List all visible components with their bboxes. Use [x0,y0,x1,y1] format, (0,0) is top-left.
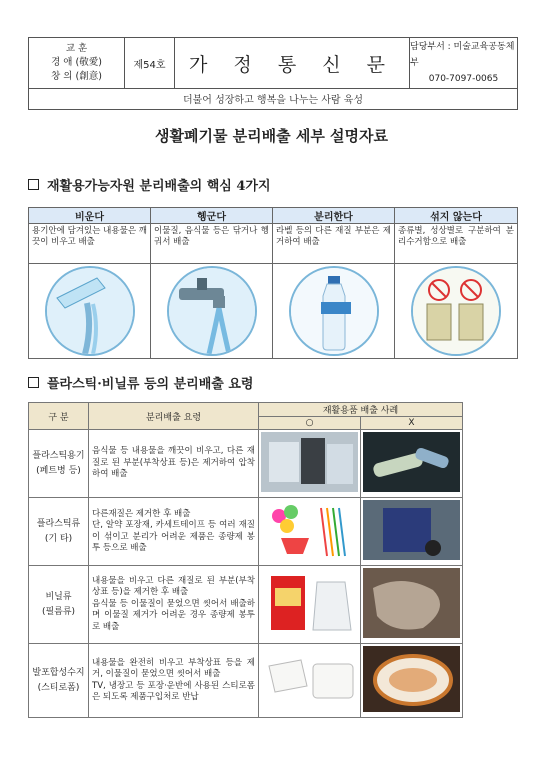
row-category: 비닐류 (필름류) [29,566,89,644]
rule-heading: 섞지 않는다 [395,208,517,224]
phone: 070-7097-0065 [428,74,499,84]
section1-heading [28,175,271,194]
rule-text: 용기안에 담겨있는 내용물은 깨끗이 비우고 배출 [29,224,151,264]
issue-number: 제54호 [125,38,175,88]
row-category: 발포합성수지 (스티로폼) [29,644,89,718]
plastic-vinyl-table [28,402,463,718]
row-description: 음식물 등 내용물을 깨끗이 비우고, 다른 재질로 된 부분(부착상표 등)은 제거하여 압착하여 배출 [89,430,259,498]
bottle-illustration [289,266,379,356]
good-example-photo [259,566,361,644]
department: 담당부서 : 미술교육공동체부 [410,42,515,68]
bad-example-photo [361,498,463,566]
col-header-examples: 재활용품 배출 사례 [259,403,463,417]
section1-title: 재활용가능자원 분리배출의 핵심 4가지 [47,179,271,194]
col-header-category: 구 분 [29,403,89,430]
separate-bins-illustration [411,266,501,356]
newsletter-title: 가 정 통 신 문 [189,53,395,76]
section2-title: 플라스틱·비닐류 등의 분리배출 요령 [47,377,254,392]
rule-picture [273,264,395,358]
motto-line-2: 창 의 (創意) [51,71,102,82]
good-example-photo [259,498,361,566]
table-row [29,498,463,566]
rule-picture [395,264,517,358]
bad-example-photo [361,566,463,644]
document-title: 생활폐기물 분리배출 세부 설명자료 [154,127,389,145]
rule-text: 라벨 등의 다른 재질 부분은 제거하여 배출 [273,224,395,264]
section2-heading [28,373,253,392]
rule-picture [29,264,151,358]
col-header-method: 분리배출 요령 [89,403,259,430]
col-header-good: ○ [259,417,361,430]
good-example-photo [259,430,361,498]
row-description: 다른재질은 제거한 후 배출 단, 알약 포장재, 카세트테이프 등 여러 재질이 섞이고 분리가 어려운 제품은 종량제 봉투 등으로 배출 [89,498,259,566]
row-category: 플라스틱용기 (페트병 등) [29,430,89,498]
rule-heading: 헹군다 [151,208,273,224]
table-row [29,566,463,644]
row-description: 내용물을 비우고 다른 재질로 된 부분(부착상표 등)을 제거한 후 배출 음식물 등 이물질이 묻었으면 씻어서 배출하며 이물질 제거가 어려운 경우 종량제 봉투로 배출 [89,566,259,644]
motto-label: 교 훈 [65,43,88,54]
col-header-bad: X [361,417,463,430]
slogan: 더불어 성장하고 행복을 나누는 사람 육성 [28,88,518,110]
table-row [29,644,463,718]
rule-picture [151,264,273,358]
rule-heading: 비운다 [29,208,151,224]
checkbox-icon [28,377,39,388]
contact-info [409,38,517,88]
motto-line-1: 경 애 (敬愛) [51,57,102,68]
rule-text: 이물질, 음식물 등은 닦거나 헹궈서 배출 [151,224,273,264]
newsletter-header [28,37,518,89]
table-row [29,430,463,498]
good-example-photo [259,644,361,718]
checkbox-icon [28,179,39,190]
row-category: 플라스틱류 (기 타) [29,498,89,566]
pouring-water-illustration [45,266,135,356]
rule-text: 종류별, 성상별로 구분하여 분리수거함으로 배출 [395,224,517,264]
key-rules-grid [28,207,518,359]
school-motto [29,38,125,88]
faucet-illustration [167,266,257,356]
row-description: 내용물을 완전히 비우고 부착상표 등을 제거, 이물질이 묻었으면 씻어서 배출 TV, 냉장고 등 포장·운반에 사용된 스티로폼은 되도록 제품구입처로 반납 [89,644,259,718]
bad-example-photo [361,644,463,718]
rule-heading: 분리한다 [273,208,395,224]
bad-example-photo [361,430,463,498]
